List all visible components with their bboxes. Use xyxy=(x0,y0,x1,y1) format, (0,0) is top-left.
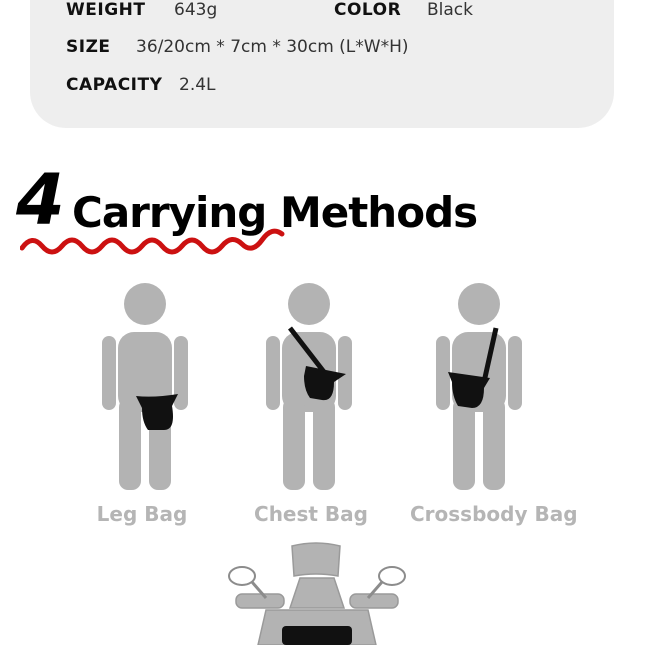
spec-capacity xyxy=(66,75,162,95)
size-label: SIZE xyxy=(66,37,111,57)
spec-capacity-value-wrap xyxy=(179,75,216,95)
color-label: COLOR xyxy=(334,0,402,20)
weight-value: 643g xyxy=(174,0,218,20)
spec-color xyxy=(334,0,401,20)
capacity-value: 2.4L xyxy=(179,75,216,95)
heading-number: 4 xyxy=(16,159,65,241)
spec-size xyxy=(66,37,111,57)
leg-bag-figure-icon xyxy=(98,280,192,492)
spec-weight xyxy=(66,0,145,20)
red-wave-underline xyxy=(20,228,285,262)
method-label-crossbody-bag: Crossbody Bag xyxy=(410,502,578,526)
chest-bag-figure-icon xyxy=(262,280,356,492)
heading-title: Carrying Methods xyxy=(72,188,478,237)
size-value: 36/20cm * 7cm * 30cm (L*W*H) xyxy=(136,37,409,57)
spec-weight-value-wrap xyxy=(174,0,217,20)
motorcycle-icon xyxy=(226,540,408,645)
capacity-label: CAPACITY xyxy=(66,75,163,95)
method-label-chest-bag: Chest Bag xyxy=(254,502,368,526)
color-value: Black xyxy=(427,0,473,20)
spec-color-value-wrap xyxy=(427,0,473,20)
method-label-leg-bag: Leg Bag xyxy=(96,502,188,526)
crossbody-bag-figure-icon xyxy=(432,280,526,492)
weight-label: WEIGHT xyxy=(66,0,146,20)
spec-size-value-wrap xyxy=(136,37,409,57)
carrying-figures xyxy=(0,280,645,500)
